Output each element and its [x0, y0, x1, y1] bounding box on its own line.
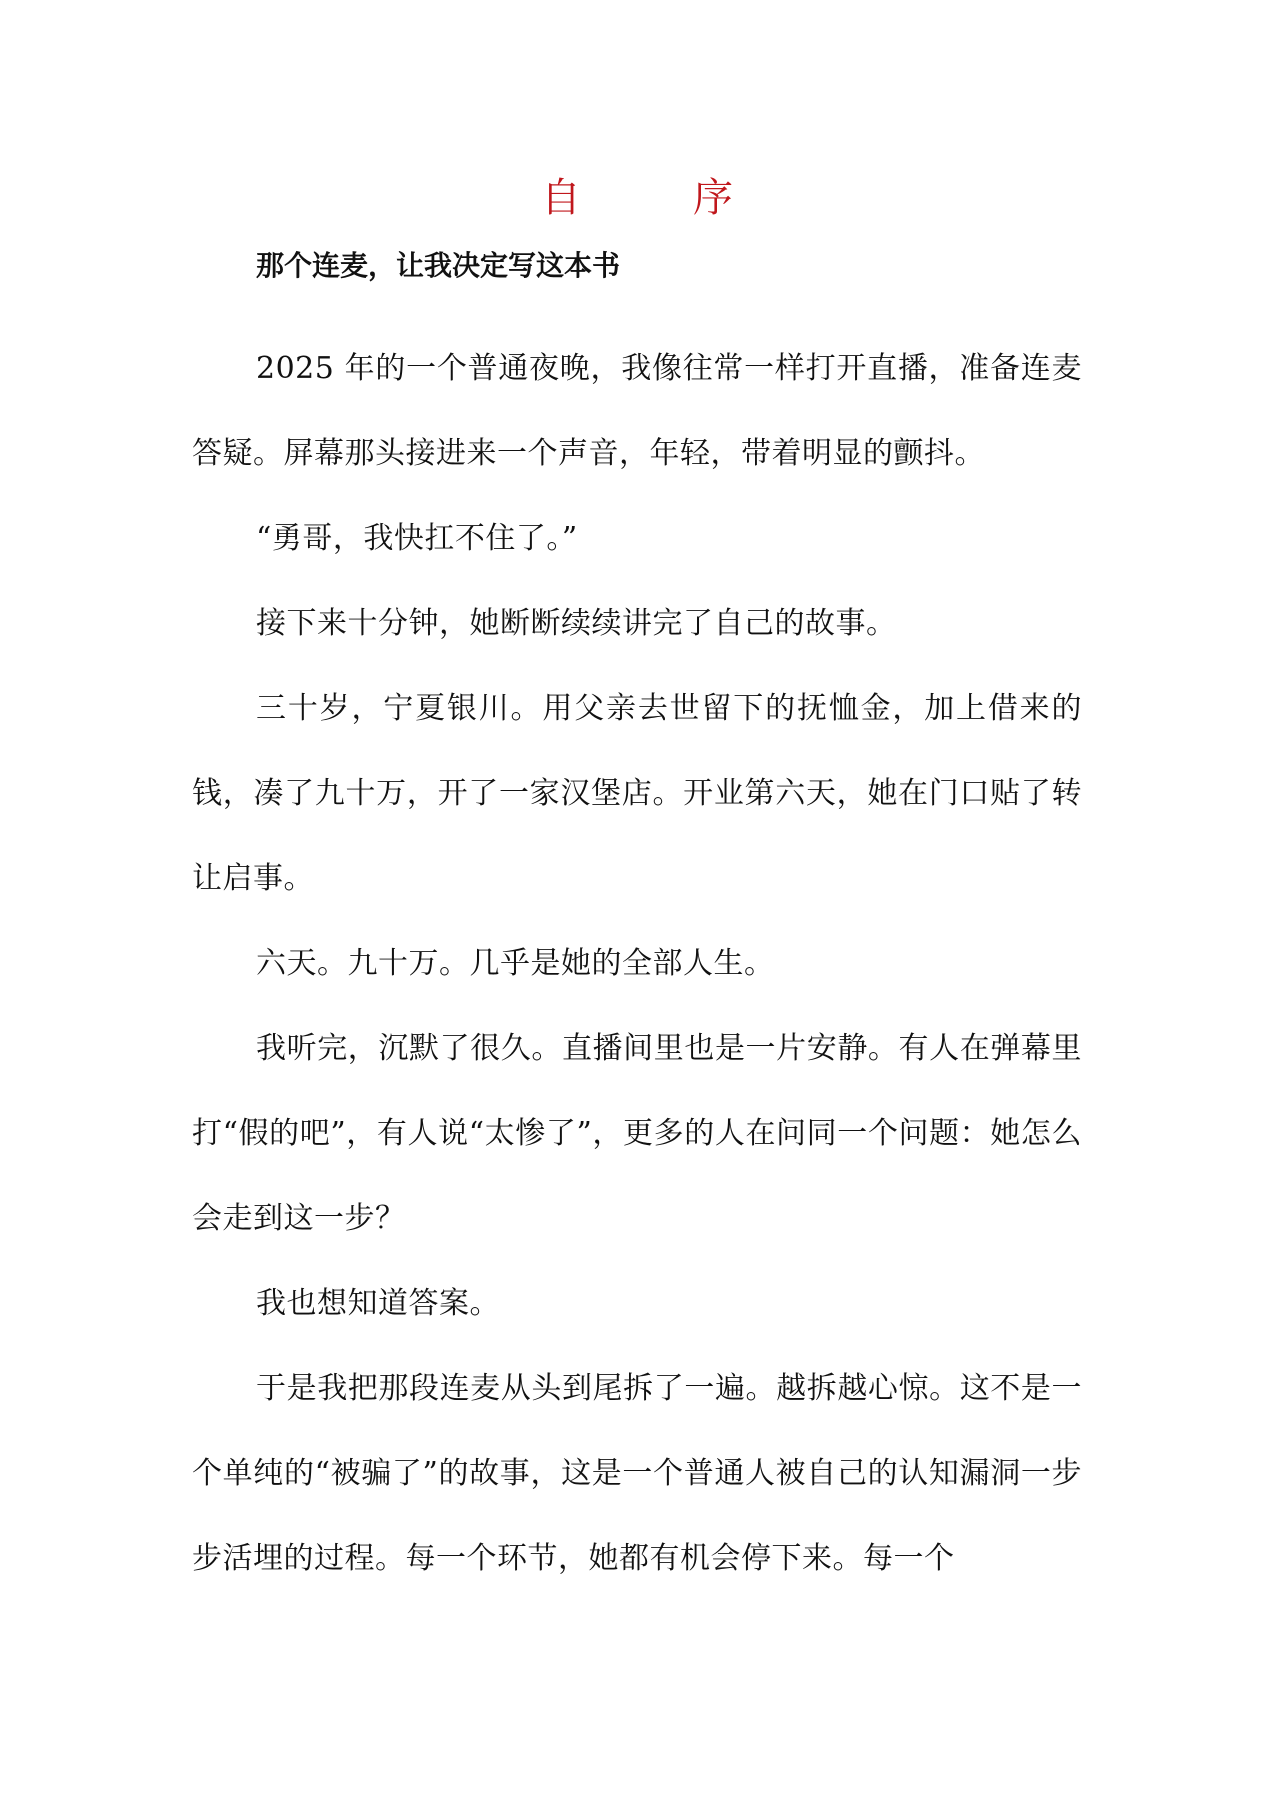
section-heading: 那个连麦，让我决定写这本书 [256, 249, 621, 282]
page-title: 自 序 [541, 175, 769, 221]
paragraph-4: 三十岁，宁夏银川。用父亲去世留下的抚恤金，加上借来的钱，凑了九十万，开了一家汉堡店。开业第六天，她在门口贴了转让启事。 [192, 691, 1082, 896]
paragraph-5: 六天。九十万。几乎是她的全部人生。 [256, 946, 775, 981]
paragraph-7: 我也想知道答案。 [256, 1286, 500, 1321]
paragraph-2: “勇哥，我快扛不住了。” [256, 521, 578, 556]
paragraph-6: 我听完，沉默了很久。直播间里也是一片安静。有人在弹幕里打“假的吧”，有人说“太惨了”，更多的人在问同一个问题：她怎么会走到这一步？ [192, 1031, 1082, 1236]
paragraph-3: 接下来十分钟，她断断续续讲完了自己的故事。 [256, 606, 897, 641]
page-content [192, 168, 1082, 1601]
paragraph-1: 2025 年的一个普通夜晚，我像往常一样打开直播，准备连麦答疑。屏幕那头接进来一个声音，年轻，带着明显的颤抖。 [192, 351, 1082, 471]
paragraph-8: 于是我把那段连麦从头到尾拆了一遍。越拆越心惊。这不是一个单纯的“被骗了”的故事，这是一个普通人被自己的认知漏洞一步步活埋的过程。每一个环节，她都有机会停下来。每一个 [192, 1371, 1082, 1576]
